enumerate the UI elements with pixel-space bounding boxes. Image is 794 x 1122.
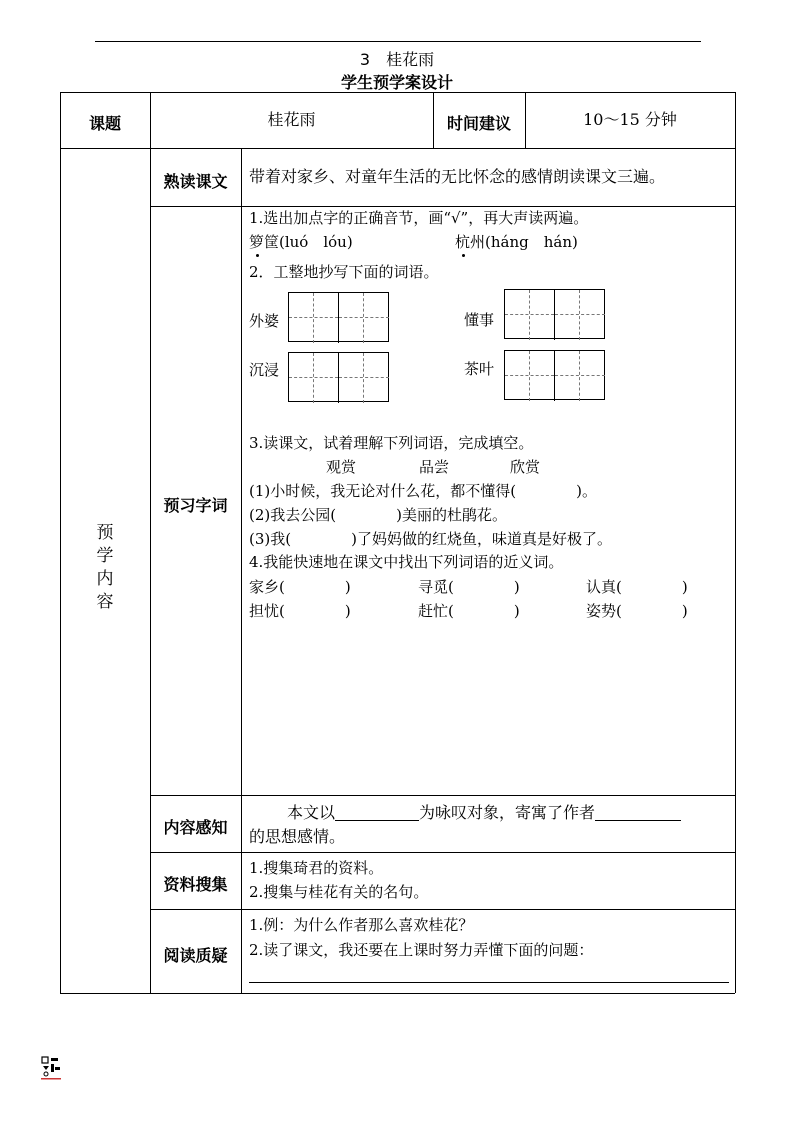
word-option-3: 欣赏	[510, 458, 541, 476]
question-2: 2．工整地抄写下面的词语。	[249, 263, 439, 281]
copy-word-2: 懂事	[464, 311, 495, 329]
copy-word-4: 茶叶	[464, 360, 495, 378]
topic-label: 课题	[88, 114, 121, 133]
synonym-item[interactable]: 姿势( )	[586, 602, 688, 620]
topic-value: 桂花雨	[267, 110, 316, 129]
synonym-item[interactable]: 赶忙( )	[418, 602, 520, 620]
materials-item-2: 2.搜集与桂花有关的名句。	[249, 883, 429, 901]
lesson-title: 3 桂花雨	[359, 50, 435, 69]
emphasis-dot	[462, 254, 465, 257]
logo-icon	[40, 1055, 62, 1081]
questions-label: 阅读质疑	[163, 946, 228, 965]
writing-grid[interactable]	[288, 292, 389, 342]
perception-text-3: 的思想感情。	[249, 827, 346, 846]
writing-grid[interactable]	[504, 289, 605, 339]
page-subtitle: 学生预学案设计	[340, 73, 453, 92]
blank-line[interactable]	[595, 806, 681, 821]
questions-item-1: 1.例：为什么作者那么喜欢桂花？	[249, 916, 474, 934]
emphasis-dot	[256, 254, 259, 257]
fill-sentence-1[interactable]: (1)小时候，我无论对什么花，都不懂得( )。	[249, 482, 597, 500]
perception-text-2: 为咏叹对象，寄寓了作者	[419, 803, 596, 822]
question-3: 3.读课文，试着理解下列词语，完成填空。	[249, 434, 534, 452]
copy-word-1: 外婆	[249, 312, 280, 330]
word-option-2: 品尝	[419, 458, 450, 476]
synonym-item[interactable]: 寻觅( )	[418, 578, 520, 596]
time-value: 10～15 分钟	[583, 110, 677, 129]
writing-grid[interactable]	[504, 350, 605, 400]
word-option-1: 观赏	[326, 458, 357, 476]
writing-grid[interactable]	[288, 352, 389, 402]
question-1: 1.选出加点字的正确音节，画“√”，再大声读两遍。	[249, 209, 589, 227]
blank-line[interactable]	[335, 806, 419, 821]
materials-label: 资料搜集	[163, 875, 228, 894]
words-label: 预习字词	[163, 496, 228, 515]
question-4: 4.我能快速地在课文中找出下列词语的近义词。	[249, 553, 564, 571]
perception-line-1	[287, 805, 681, 821]
answer-line[interactable]	[249, 982, 729, 983]
time-label: 时间建议	[446, 114, 511, 133]
perception-label: 内容感知	[163, 818, 228, 837]
perception-text-1: 本文以	[287, 803, 336, 822]
pinyin-item-1: 箩筐(luó lóu)	[249, 233, 353, 251]
pinyin-item-2: 杭州(háng hán)	[455, 233, 578, 251]
copy-word-3: 沉浸	[249, 361, 280, 379]
synonym-item[interactable]: 担忧( )	[249, 602, 351, 620]
section-label-text: 预 学 内 容	[96, 523, 114, 612]
fill-sentence-2[interactable]: (2)我去公园( )美丽的杜鹃花。	[249, 506, 507, 524]
questions-item-2: 2.读了课文，我还要在上课时努力弄懂下面的问题：	[249, 941, 594, 959]
reading-text: 带着对家乡、对童年生活的无比怀念的感情朗读课文三遍。	[249, 167, 666, 186]
synonym-item[interactable]: 认真( )	[586, 578, 688, 596]
materials-item-1: 1.搜集琦君的资料。	[249, 859, 384, 877]
header-rule	[95, 41, 701, 42]
section-label	[60, 522, 150, 614]
reading-label: 熟读课文	[163, 172, 228, 191]
synonym-item[interactable]: 家乡( )	[249, 578, 351, 596]
fill-sentence-3[interactable]: (3)我( )了妈妈做的红烧鱼，味道真是好极了。	[249, 530, 612, 548]
